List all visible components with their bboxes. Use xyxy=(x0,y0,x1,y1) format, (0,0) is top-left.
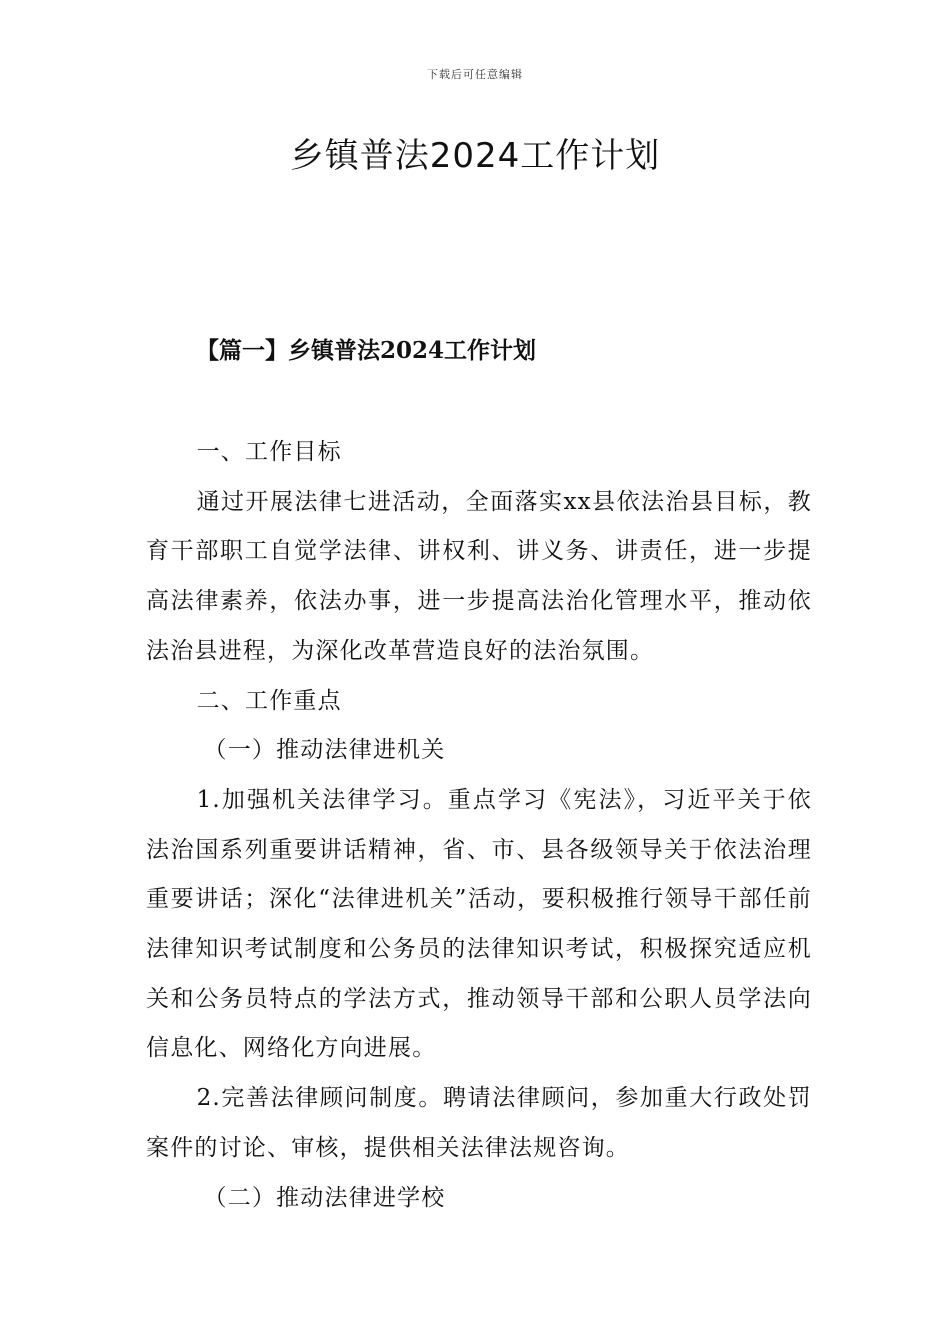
paragraph-item-1: 1.加强机关法律学习。重点学习《宪法》，习近平关于依法治国系列重要讲话精神，省、市、县各级领导关于依法治理重要讲话；深化“法律进机关”活动，要积极推行领导干部任前法律知识考试制度和公务员的法律知识考试，积极探究适应机关和公务员特点的学法方式，推动领导干部和公职人员学法向信息化、网络化方向进展。 xyxy=(146,786,812,1062)
paragraph-goal: 通过开展法律七进活动，全面落实xx县依法治县目标，教育干部职工自觉学法律、讲权利、讲义务、讲责任，进一步提高法律素养，依法办事，进一步提高法治化管理水平，推动依法治县进程，为深化改革营造良好的法治氛围。 xyxy=(146,488,812,664)
document-title: 乡镇普法2024工作计划 xyxy=(289,136,661,176)
header-note: 下载后可任意编辑 xyxy=(427,68,523,81)
subheading-law-into-schools: （二）推动法律进学校 xyxy=(203,1184,446,1211)
section-title: 【篇一】乡镇普法2024工作计划 xyxy=(196,337,537,364)
paragraph-item-2: 2.完善法律顾问制度。聘请法律顾问，参加重大行政处罚案件的讨论、审核，提供相关法律法规咨询。 xyxy=(146,1085,812,1161)
subheading-law-into-organs: （一）推动法律进机关 xyxy=(203,737,446,764)
heading-work-goal: 一、工作目标 xyxy=(196,439,342,465)
heading-work-focus: 二、工作重点 xyxy=(196,687,342,714)
document-body xyxy=(146,428,812,1223)
